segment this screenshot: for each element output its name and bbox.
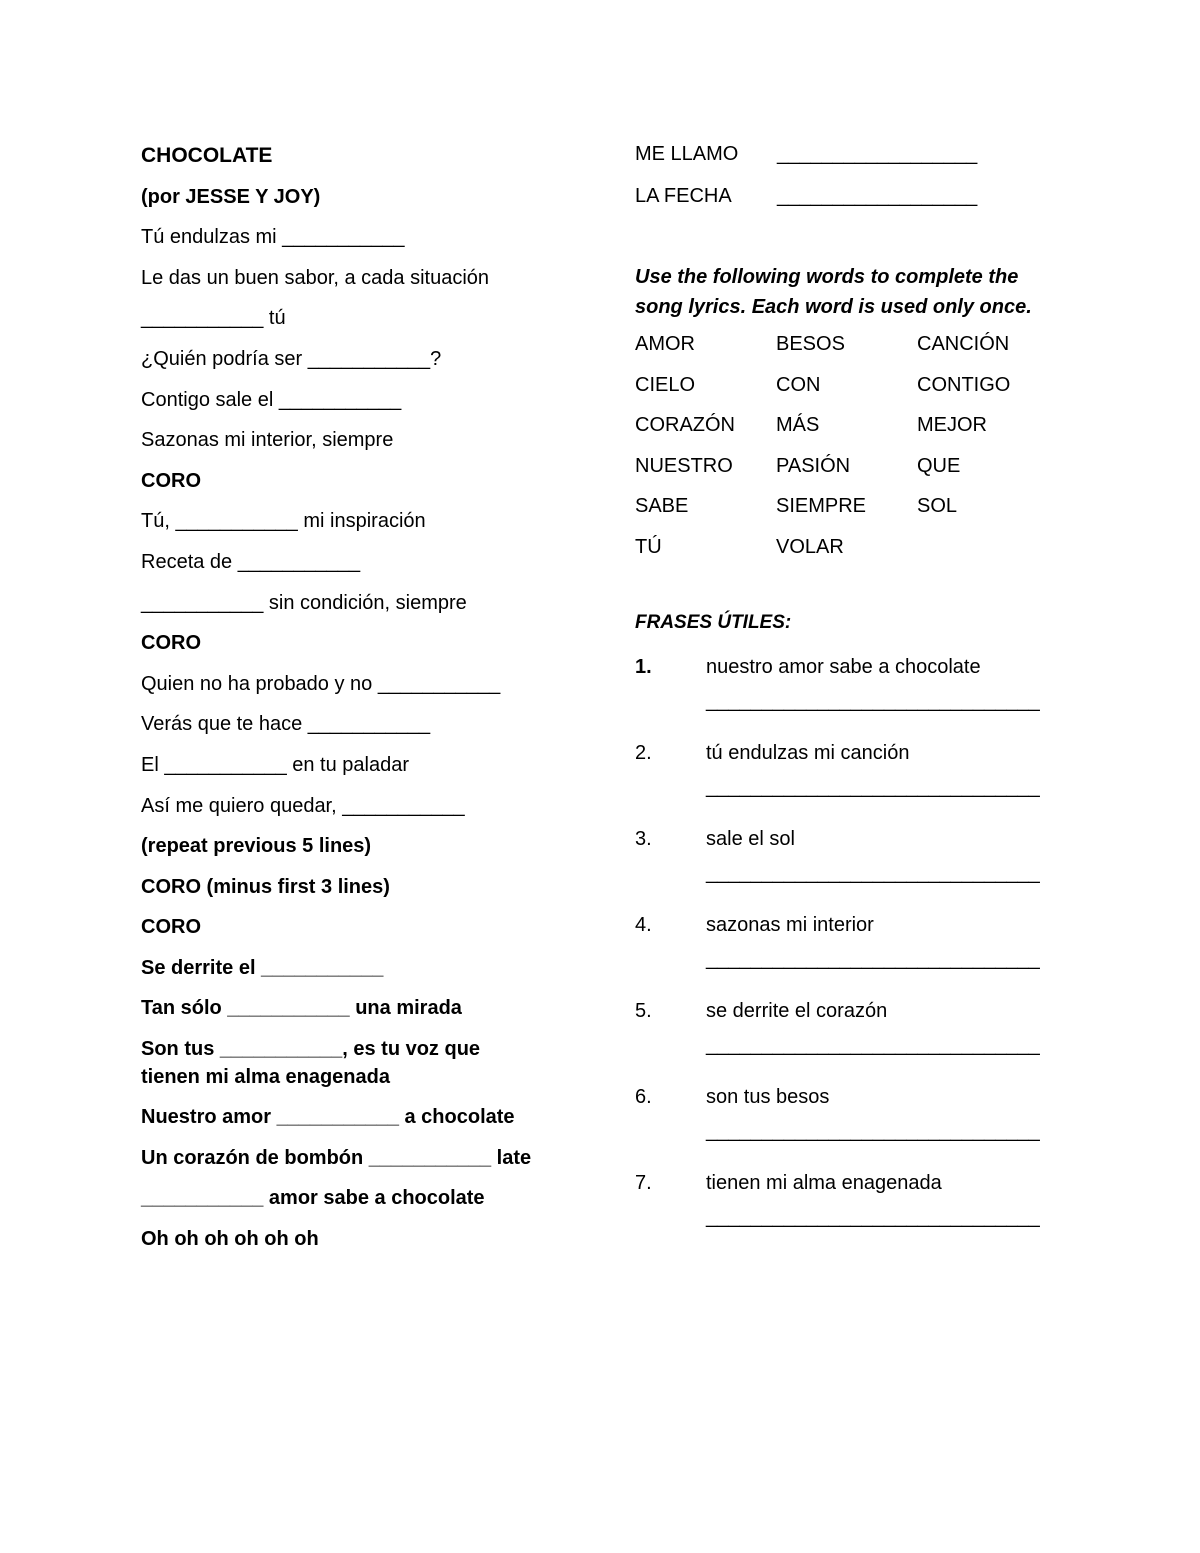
frase-text: tú endulzas mi canción [706, 741, 910, 764]
lyric-line: Contigo sale el ___________ [141, 388, 402, 411]
frase-item [635, 997, 1075, 1083]
lyric-line: Sazonas mi interior, siempre [141, 429, 394, 452]
frase-item [635, 911, 1075, 997]
frase-text: se derrite el corazón [706, 999, 888, 1022]
translation-field[interactable]: ______________________________ [706, 1033, 1040, 1056]
translation-field[interactable]: ______________________________ [706, 775, 1040, 798]
frase-number: 4. [635, 913, 652, 936]
word-bank-item: MEJOR [917, 414, 987, 437]
word-bank-item: SOL [917, 495, 958, 518]
lyric-line: El ___________ en tu paladar [141, 753, 410, 776]
frase-item [635, 739, 1075, 825]
lyric-line: Tan sólo ___________ una mirada [141, 997, 462, 1020]
frase-number: 2. [635, 741, 652, 764]
date-label: LA FECHA [635, 185, 732, 207]
lyric-line: Un corazón de bombón ___________ late [141, 1146, 532, 1169]
frase-text: nuestro amor sabe a chocolate [706, 655, 981, 678]
lyric-line: ___________ sin condición, siempre [141, 591, 467, 614]
lyric-line: Tú, ___________ mi inspiración [141, 510, 426, 533]
lyric-line: Nuestro amor ___________ a chocolate [141, 1106, 515, 1129]
lyrics-column [141, 142, 611, 1265]
word-bank-item: NUESTRO [635, 454, 733, 477]
frase-item [635, 825, 1075, 911]
chorus-label: CORO [141, 469, 201, 492]
word-bank-item: CONTIGO [917, 373, 1011, 396]
lyric-line: ___________ amor sabe a chocolate [141, 1187, 485, 1210]
word-bank-item: SABE [635, 495, 689, 518]
song-title: CHOCOLATE [141, 144, 273, 167]
chorus-label: CORO [141, 916, 201, 939]
frase-number: 6. [635, 1085, 652, 1108]
frase-number: 1. [635, 655, 652, 678]
word-bank-item: PASIÓN [776, 454, 851, 477]
word-bank-item: CON [776, 373, 821, 396]
frase-number: 3. [635, 827, 652, 850]
lyric-line: ___________ tú [141, 307, 286, 330]
lyric-line: Quien no ha probado y no ___________ [141, 672, 501, 695]
instructions: Use the following words to complete the song lyrics. Each word is used only once. [635, 266, 1032, 318]
frase-text: sazonas mi interior [706, 913, 874, 936]
chorus-label: CORO [141, 632, 201, 655]
date-row [635, 182, 1075, 210]
translation-field[interactable]: ______________________________ [706, 689, 1040, 712]
lyric-line: Verás que te hace ___________ [141, 713, 431, 736]
translation-field[interactable]: ______________________________ [706, 1119, 1040, 1142]
translation-field[interactable]: ______________________________ [706, 861, 1040, 884]
name-label: ME LLAMO [635, 143, 739, 165]
lyric-line: Le das un buen sabor, a cada situación [141, 266, 490, 289]
frase-item [635, 1083, 1075, 1169]
repeat-note: (repeat previous 5 lines) [141, 835, 372, 858]
word-bank [635, 330, 1075, 574]
word-bank-item: MÁS [776, 414, 820, 437]
lyric-line: Se derrite el ___________ [141, 956, 384, 979]
chorus-label: CORO (minus first 3 lines) [141, 875, 390, 898]
word-bank-item: VOLAR [776, 535, 844, 558]
frase-text: sale el sol [706, 827, 795, 850]
frases-title: FRASES ÚTILES: [635, 611, 792, 633]
word-bank-item: TÚ [635, 535, 662, 558]
lyric-line: Oh oh oh oh oh oh [141, 1227, 319, 1250]
word-bank-item: SIEMPRE [776, 495, 867, 518]
date-field[interactable]: __________________ [777, 185, 978, 207]
translation-field[interactable]: ______________________________ [706, 1205, 1040, 1228]
word-bank-item: BESOS [776, 333, 845, 355]
exercise-column [635, 140, 1075, 1255]
lyric-line: Son tus ___________, es tu voz que tienen mi alma enagenada [141, 1038, 481, 1089]
frases-list [635, 653, 1075, 1255]
frase-item [635, 653, 1075, 739]
frase-text: tienen mi alma enagenada [706, 1171, 942, 1194]
lyric-line: Receta de ___________ [141, 550, 361, 573]
translation-field[interactable]: ______________________________ [706, 947, 1040, 970]
lyric-line: Así me quiero quedar, ___________ [141, 794, 465, 817]
lyric-line: ¿Quién podría ser ___________? [141, 347, 442, 370]
name-row [635, 140, 1075, 168]
song-artist: (por JESSE Y JOY) [141, 185, 321, 208]
word-bank-item: QUE [917, 454, 961, 477]
frase-number: 7. [635, 1171, 652, 1194]
frase-text: son tus besos [706, 1085, 830, 1108]
word-bank-item: AMOR [635, 333, 695, 355]
word-bank-item: CORAZÓN [635, 414, 735, 437]
frase-number: 5. [635, 999, 652, 1022]
frase-item [635, 1169, 1075, 1255]
word-bank-item: CIELO [635, 373, 696, 396]
word-bank-item: CANCIÓN [917, 333, 1010, 355]
name-field[interactable]: __________________ [777, 143, 978, 165]
lyric-line: Tú endulzas mi ___________ [141, 226, 405, 249]
